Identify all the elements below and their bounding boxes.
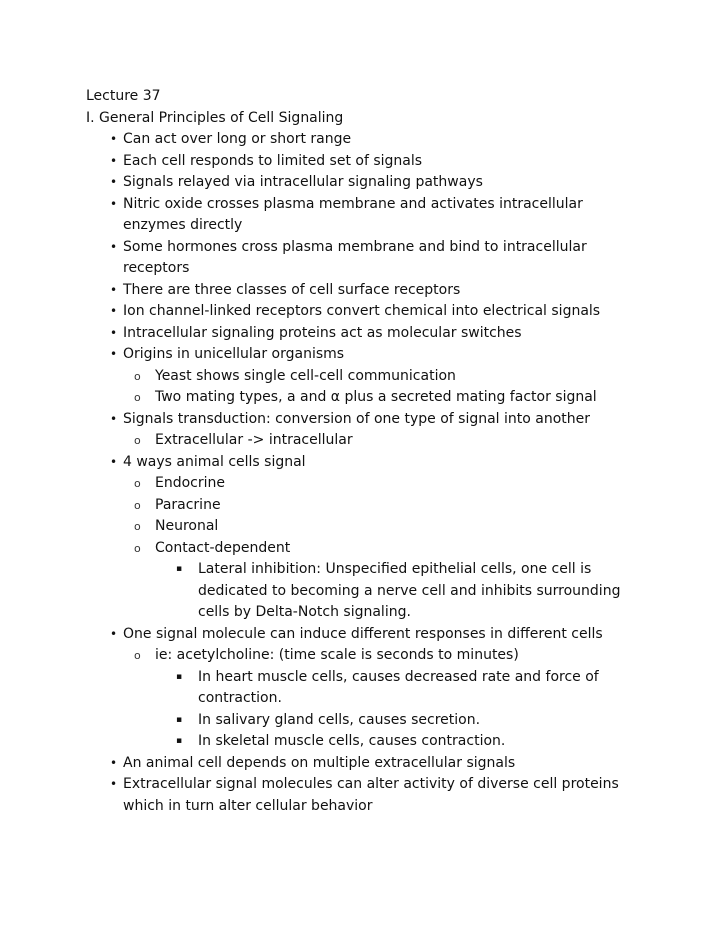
sub-list-item-text: Endocrine	[155, 475, 225, 491]
bullet-dot-icon: •	[110, 239, 118, 254]
list-item	[86, 301, 646, 323]
section-heading: I. General Principles of Cell Signaling	[86, 109, 344, 126]
sub-sub-list-item-text: In salivary gland cells, causes secretion.	[198, 711, 481, 728]
list-item-text: Signals relayed via intracellular signaling pathways	[123, 174, 483, 190]
sub-sub-list-item-text: Lateral inhibition: Unspecified epithelial cells, one cell is dedicated to becoming a nerve cell and inhibits surrounding cells by Delta-Notch signaling.	[198, 561, 621, 620]
list-item-text: Origins in unicellular organisms	[123, 346, 345, 362]
sub-list-item	[49, 387, 646, 409]
bullet-dot-icon: •	[110, 454, 118, 469]
sub-list-item	[49, 645, 646, 667]
list-item-text: Each cell responds to limited set of signals	[123, 152, 423, 169]
sub-list-item	[49, 430, 646, 452]
list-item-text: Extracellular signal molecules can alter activity of diverse cell proteins which in turn alter cellular behavior	[123, 776, 619, 814]
list-item	[86, 452, 646, 474]
bullet-dot-icon: •	[110, 304, 118, 318]
bullet-dot-icon: •	[110, 777, 118, 791]
list-item-text: One signal molecule can induce different responses in different cells	[123, 625, 603, 642]
sub-list-item	[49, 366, 646, 388]
sub-sub-list-item	[49, 731, 646, 753]
document-content	[86, 86, 646, 817]
sub-list-item-text: Neuronal	[155, 518, 219, 534]
list-item-text: Can act over long or short range	[123, 131, 352, 147]
bullet-dot-icon: •	[110, 175, 118, 189]
list-item	[86, 280, 646, 302]
sub-list-item-text: Contact-dependent	[155, 539, 291, 556]
bullet-square-icon: ▪	[176, 714, 183, 725]
list-item-text: An animal cell depends on multiple extracellular signals	[123, 754, 516, 771]
sub-list-item	[49, 473, 646, 495]
bullet-circle-icon: o	[134, 541, 141, 555]
list-item	[86, 774, 646, 817]
bullet-dot-icon: •	[110, 411, 118, 426]
sub-sub-list-item	[49, 667, 646, 710]
sub-sub-list-item	[49, 710, 646, 732]
list-item-text: There are three classes of cell surface receptors	[123, 281, 461, 298]
sub-list-item-text: Extracellular -> intracellular	[155, 432, 353, 448]
lecture-number: Lecture 37	[86, 88, 161, 104]
list-item	[86, 344, 646, 366]
bullet-dot-icon: •	[110, 153, 118, 168]
sub-list-item-text: Yeast shows single cell-cell communication	[155, 367, 456, 384]
sub-list-item-text: ie: acetylcholine: (time scale is seconds to minutes)	[155, 647, 519, 663]
bullet-dot-icon: •	[110, 626, 118, 641]
bullet-dot-icon: •	[110, 282, 118, 297]
list-item-text: Nitric oxide crosses plasma membrane and activates intracellular enzymes directly	[123, 195, 583, 233]
bullet-dot-icon: •	[110, 132, 118, 146]
list-item-text: 4 ways animal cells signal	[123, 453, 306, 470]
bullet-circle-icon: o	[134, 520, 141, 533]
list-item	[86, 194, 646, 237]
bullet-circle-icon: o	[134, 369, 141, 383]
sub-list-item	[49, 516, 646, 538]
sub-list-item	[49, 495, 646, 517]
bullet-square-icon: ▪	[176, 736, 183, 746]
bullet-circle-icon: o	[134, 391, 141, 404]
sub-sub-list-item-text: In heart muscle cells, causes decreased rate and force of contraction.	[198, 668, 599, 706]
sub-sub-list-item	[49, 559, 646, 624]
bullet-circle-icon: o	[134, 649, 141, 662]
bullet-dot-icon: •	[110, 196, 118, 211]
bullet-circle-icon: o	[134, 498, 141, 512]
list-item-text: Ion channel-linked receptors convert chemical into electrical signals	[123, 303, 601, 319]
list-item-text: Signals transduction: conversion of one type of signal into another	[123, 410, 591, 427]
bullet-circle-icon: o	[134, 434, 141, 447]
bullet-dot-icon: •	[110, 325, 118, 340]
sub-list-item	[49, 538, 646, 560]
list-item	[86, 237, 646, 280]
bullet-square-icon: ▪	[176, 671, 183, 682]
bullet-dot-icon: •	[110, 347, 118, 361]
sub-list-item-text: Paracrine	[155, 496, 221, 513]
list-item	[86, 753, 646, 775]
list-item	[86, 624, 646, 646]
list-item	[86, 151, 646, 173]
bullet-circle-icon: o	[134, 477, 141, 490]
list-item-text: Some hormones cross plasma membrane and bind to intracellular receptors	[123, 238, 587, 276]
bullet-square-icon: ▪	[176, 564, 183, 574]
list-item-text: Intracellular signaling proteins act as molecular switches	[123, 324, 522, 341]
bullet-dot-icon: •	[110, 755, 118, 770]
sub-list-item-text: Two mating types, a and α plus a secreted mating factor signal	[155, 389, 597, 405]
list-item	[86, 129, 646, 151]
list-item	[86, 323, 646, 345]
list-item	[86, 172, 646, 194]
list-item	[86, 409, 646, 431]
sub-sub-list-item-text: In skeletal muscle cells, causes contraction.	[198, 733, 506, 749]
outline-list	[86, 129, 646, 817]
